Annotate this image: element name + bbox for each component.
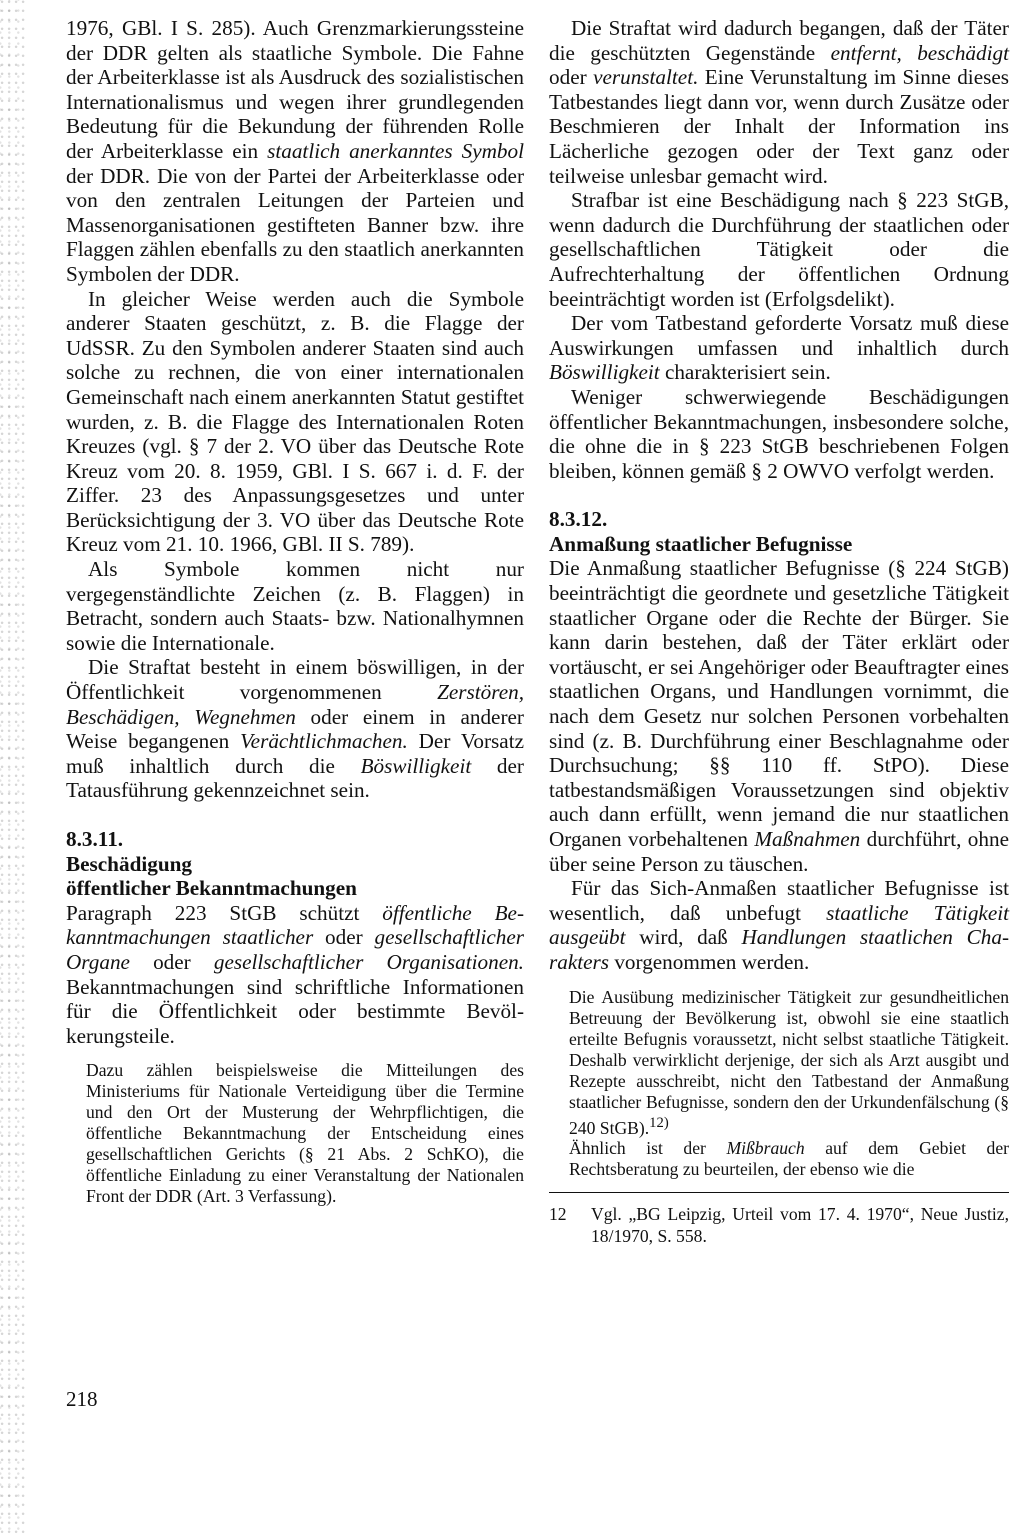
right-column xyxy=(549,16,1009,1247)
right-paragraph-3: Der vom Tatbestand geforderte Vorsatz muß diese Auswirkungen umfassen und inhaltlich durch Böswilligkeit charakterisiert sein. xyxy=(549,311,1009,385)
section-title-line-1: Beschädigung xyxy=(66,851,192,876)
left-column xyxy=(66,16,524,1207)
left-small-note xyxy=(86,1060,524,1207)
left-paragraph-3: Als Symbole kommen nicht nur vergegenständlichte Zeichen (z. B. Flaggen) in Betracht, sondern auch Staats- bzw. Nationalhymnen sowie die Internationale. xyxy=(66,557,524,655)
left-paragraph-1: 1976, GBl. I S. 285). Auch Grenzmarkierungssteine der DDR gelten als staatliche Symbole. Die Fahne der Arbeiterklasse ist als Ausdruck des sozialistischen Internationalismus und wegen ihrer grundlegenden Bedeutung für die Bekundung der führenden Rolle der Arbeiterklasse ein staatlich anerkanntes Symbol der DDR. Die von der Partei der Arbeiterklasse oder von den zentralen Leitungen der Parteien und Massenorganisationen gestifteten Banner bzw. ihre Flaggen zählen ebenfalls zu den staatlich anerkannten Symbolen der DDR. xyxy=(66,16,524,286)
footnote-divider xyxy=(549,1192,1009,1193)
footnote-reference: 12) xyxy=(649,1114,669,1131)
left-small-paragraph: Dazu zählen beispielsweise die Mitteilungen des Ministeriums für Nationale Verteidigung über die Termine und den Ort der Musterung der Wehrpflichtigen, die öffentliche Bekanntmachung der Entscheidung eines gesellschaftlichen Gerichts (§ 21 Abs. 2 SchKO), die öffentliche Einladung zu einer Veranstaltung der Nationalen Front der DDR (Art. 3 Verfassung). xyxy=(86,1060,524,1207)
right-small-note xyxy=(569,987,1009,1181)
right-paragraph-4: Weniger schwerwiegende Beschädigungen öffentlicher Bekanntmachungen, insbesondere solche, die ohne die in § 223 StGB beschriebenen Folgen bleiben, können gemäß § 2 OWVO verfolgt werden. xyxy=(549,384,1009,483)
page-number: 218 xyxy=(66,1387,98,1411)
section-number-8-3-11: 8.3.11. xyxy=(66,827,124,851)
left-paragraph-2: In gleicher Weise werden auch die Symbole anderer Staaten geschützt, z. B. die Flagge der UdSSR. Zu den Symbolen anderer Staaten sind auch solche zu rechnen, die von einer internationalen Gemeinschaft nach einem anerkannten Statut gestiftet wurden, z. B. die Flagge des Internationalen Roten Kreuzes (vgl. § 7 der 2. VO über das Deutsche Rote Kreuz vom 20. 8. 1959, GBl. I S. 667 i. d. F. der Ziffer. 23 des Anpassungsgesetzes und unter Berücksichtigung der 3. VO über das Deutsche Rote Kreuz vom 21. 10. 1966, GBl. II S. 789). xyxy=(66,286,524,557)
footnote-text: Vgl. „BG Leipzig, Urteil vom 17. 4. 1970“, Neue Justiz, 18/1970, S. 558. xyxy=(591,1204,1009,1247)
footnote-number: 12 xyxy=(549,1204,567,1225)
right-small-paragraph-1 xyxy=(569,987,1009,1139)
footnote xyxy=(549,1203,1009,1247)
right-paragraph-6: Für das Sich-Anmaßen staatlicher Befugnisse ist wesentlich, daß unbefugt staatliche Tätigkeit ausgeübt wird, daß Handlungen staatlichen Charakters vorgenommen werden. xyxy=(549,876,1009,974)
right-small-paragraph-1-text: Die Ausübung medizinischer Tätigkeit zur gesundheitlichen Betreuung der Bevölkerung ist, obwohl sie eine staatlich erteilte Befugnis voraussetzt, nicht selbst staatliche Tätigkeit. Deshalb verwirklicht derjenige, der sich als Arzt ausgibt und Rezepte ausschreibt, nicht den Tatbestand der Anmaßung staatlicher Befugnisse, sondern den der Urkundenfälschung (§ 240 StGB). xyxy=(569,986,1009,1138)
section-title-line-2: öffentlicher Bekanntmachungen xyxy=(66,876,357,901)
section-number-8-3-12: 8.3.12. xyxy=(549,507,608,532)
left-paragraph-5: Paragraph 223 StGB schützt öffentliche Bekanntmachungen staatlicher oder gesellschaftlicher Organe oder gesellschaftlicher Organisationen. Bekanntmachungen sind schriftliche Informationen für die Öffentlichkeit oder bestimmte Bevölkerungsteile. xyxy=(66,900,524,1048)
right-small-paragraph-2: Ähnlich ist der Mißbrauch auf dem Gebiet der Rechtsberatung zu beurteilen, der ebenso wie die xyxy=(569,1138,1009,1180)
section-title: Anmaßung staatlicher Befugnisse xyxy=(549,531,853,556)
right-paragraph-1: Die Straftat wird dadurch begangen, daß der Täter die geschützten Gegenstände entfernt, beschädigt oder verunstaltet. Eine Verunstaltung im Sinne dieses Tatbestandes liegt dann vor, wenn durch Zusätze oder Beschmieren der Inhalt der Information ins Lächerliche gezogen oder der Text ganz oder teilweise unlesbar gemacht wird. xyxy=(549,16,1009,188)
right-paragraph-5: Die Anmaßung staatlicher Befugnisse (§ 224 StGB) beeinträchtigt die geordnete und gesetzliche Tätigkeit staatlicher Organe oder die Rechte der Bürger. Sie kann darin bestehen, daß der Täter erklärt oder vortäuscht, er sei Angehöriger oder Beauftragter eines staatlichen Organs, und Handlungen vornimmt, die nach dem Gesetz nur solchen Personen vorbehalten sind (z. B. Durchführung einer Beschlagnahme oder Durchsuchung; §§ 110 ff. StPO). Diese tatbestandsmäßigen Voraussetzungen sind objektiv auch dann erfüllt, wenn jemand die nur staatlichen Organen vorbehaltenen Maßnahmen durchführt, ohne über seine Person zu täuschen. xyxy=(549,556,1009,876)
left-paragraph-4: Die Straftat besteht in einem böswilligen, in der Öffentlichkeit vorgenommenen Zerstören, Beschädigen, Wegnehmen oder einem in anderer Weise begangenen Verächtlichmachen. Der Vorsatz muß inhaltlich durch die Böswilligkeit der Tatausführung gekennzeichnet sein. xyxy=(66,655,524,803)
right-paragraph-2: Strafbar ist eine Beschädigung nach § 223 StGB, wenn dadurch die Durchführung der staatlichen oder gesellschaftlichen Tätigkeit oder die Aufrechterhaltung der öffentlichen Ordnung beeinträchtigt worden ist (Erfolgsdelikt). xyxy=(549,188,1009,311)
scan-edge-noise xyxy=(0,0,26,1534)
